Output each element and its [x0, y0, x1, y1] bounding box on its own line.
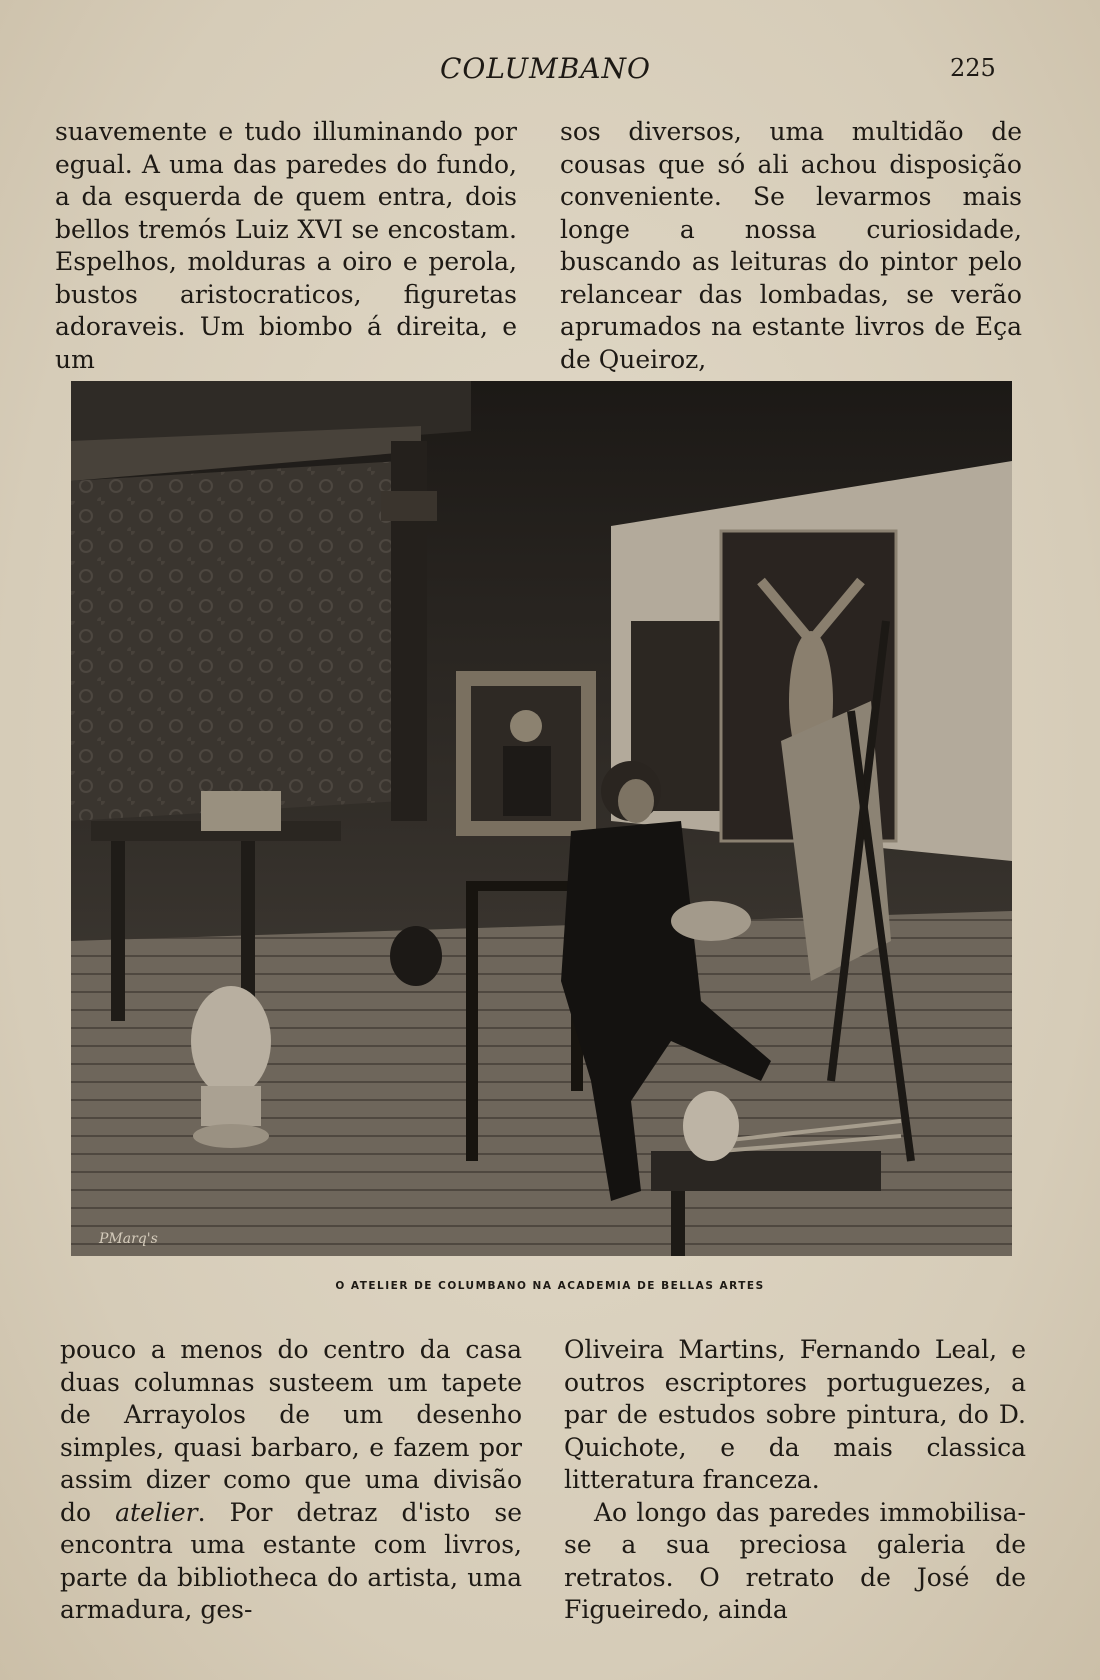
- text-column-bottom-left: [60, 1334, 522, 1627]
- paragraph-bottom-right-1: Oliveira Martins, Fernando Leal, e outros escriptores portuguezes, a par de estudos sobre pintura, do D. Quichote, e da mais classica litteratura franceza.: [564, 1335, 1026, 1494]
- running-head: [0, 52, 1100, 92]
- running-title: COLUMBANO: [440, 52, 651, 85]
- photo-caption: O ATELIER DE COLUMBANO NA ACADEMIA DE BELLAS ARTES: [335, 1280, 765, 1292]
- paragraph-bottom-right-2: Ao longo das paredes immobilisa-se a sua preciosa galeria de retratos. O retrato de José de Figueiredo, ainda: [564, 1497, 1026, 1624]
- paragraph-bottom-left-part1: pouco a menos do centro da casa duas columnas susteem um tapete de Arrayolos de um desenho simples, quasi barbaro, e fazem por assim dizer como que uma divisão do: [60, 1335, 522, 1527]
- text-column-top-left: [55, 116, 517, 376]
- text-column-bottom-right: [564, 1334, 1026, 1627]
- paragraph-top-right: sos diversos, uma multidão de cousas que só ali achou disposição conveniente. Se levarmos mais longe a nossa curiosidade, buscando as leituras do pintor pelo relancear das lombadas, se verão aprumados na estante livros de Eça de Queiroz,: [560, 117, 1022, 374]
- paragraph-bottom-left-part2: . Por detraz d'isto se encontra uma estante com livros, parte da bibliotheca do artista, uma armadura, ges-: [60, 1497, 522, 1624]
- page-number: 225: [950, 54, 996, 82]
- tapestry-wall: [71, 461, 401, 821]
- italic-atelier: atelier: [115, 1497, 198, 1527]
- jug: [390, 926, 442, 986]
- plaster-bust: [191, 986, 271, 1096]
- atelier-photograph: [71, 381, 1012, 1256]
- paragraph-bottom-left: [60, 1334, 522, 1627]
- paragraph-top-left: suavemente e tudo illuminando por egual. A uma das paredes do fundo, a da esquerda de quem entra, dois bellos tremós Luiz XVI se encostam. Espelhos, molduras a oiro e perola, bustos aristocraticos, figuretas adoraveis. Um biombo á direita, e um: [55, 117, 517, 374]
- palette: [671, 901, 751, 941]
- photographer-signature: PMarq's: [99, 1231, 158, 1247]
- text-column-top-right: [560, 116, 1022, 376]
